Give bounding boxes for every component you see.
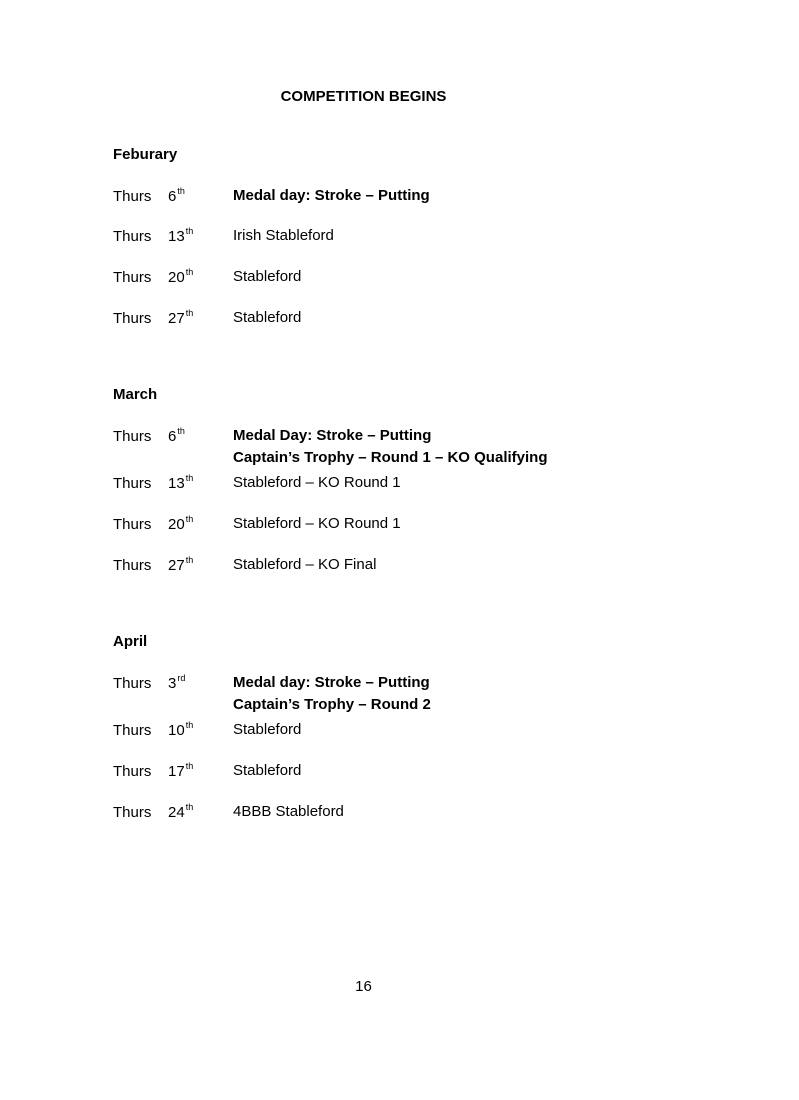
entry-day: Thurs xyxy=(113,269,152,286)
entry-event: Medal Day: Stroke – Putting Captain’s Trophy – Round 1 – KO Qualifying xyxy=(233,427,548,466)
entry-day: Thurs xyxy=(113,428,152,445)
entry-day: Thurs xyxy=(113,804,152,821)
entry-event: Medal day: Stroke – Putting Captain’s Trophy – Round 2 xyxy=(233,674,431,713)
schedule-entry xyxy=(113,228,753,272)
entry-date: 6th xyxy=(168,186,185,205)
page-title: COMPETITION BEGINS xyxy=(280,88,447,105)
schedule-entry xyxy=(113,428,753,472)
schedule-entry xyxy=(113,675,753,719)
entry-day: Thurs xyxy=(113,228,152,245)
entry-day: Thurs xyxy=(113,310,152,327)
entry-day: Thurs xyxy=(113,188,152,205)
entry-date: 13th xyxy=(168,226,194,245)
month-heading-april: April xyxy=(113,633,148,650)
schedule-entry xyxy=(113,722,753,766)
entry-event: 4BBB Stableford xyxy=(233,803,344,820)
month-heading-march: March xyxy=(113,386,158,403)
schedule-entry xyxy=(113,804,753,848)
page-number: 16 xyxy=(355,978,372,995)
entry-event: Stableford – KO Final xyxy=(233,556,377,573)
entry-event: Stableford xyxy=(233,762,302,779)
entry-date: 17th xyxy=(168,761,194,780)
entry-date: 13th xyxy=(168,473,194,492)
entry-date: 10th xyxy=(168,720,194,739)
schedule-entry xyxy=(113,310,753,354)
entry-day: Thurs xyxy=(113,763,152,780)
entry-date: 20th xyxy=(168,267,194,286)
entry-day: Thurs xyxy=(113,475,152,492)
entry-event: Stableford xyxy=(233,721,302,738)
schedule-entry xyxy=(113,557,753,601)
entry-day: Thurs xyxy=(113,722,152,739)
schedule-entry xyxy=(113,763,753,807)
entry-date: 27th xyxy=(168,308,194,327)
entry-date: 27th xyxy=(168,555,194,574)
entry-date: 24th xyxy=(168,802,194,821)
entry-day: Thurs xyxy=(113,516,152,533)
entry-day: Thurs xyxy=(113,557,152,574)
entry-event: Stableford – KO Round 1 xyxy=(233,474,401,491)
entry-date: 6th xyxy=(168,426,185,445)
schedule-entry xyxy=(113,475,753,519)
entry-event: Stableford xyxy=(233,268,302,285)
entry-date: 20th xyxy=(168,514,194,533)
schedule-entry xyxy=(113,188,753,232)
entry-day: Thurs xyxy=(113,675,152,692)
schedule-entry xyxy=(113,516,753,560)
entry-date: 3rd xyxy=(168,673,186,692)
schedule-entry xyxy=(113,269,753,313)
entry-event: Irish Stableford xyxy=(233,227,334,244)
entry-event: Stableford xyxy=(233,309,302,326)
entry-event: Stableford – KO Round 1 xyxy=(233,515,401,532)
entry-event: Medal day: Stroke – Putting xyxy=(233,187,430,204)
month-heading-february: Feburary xyxy=(113,146,178,163)
